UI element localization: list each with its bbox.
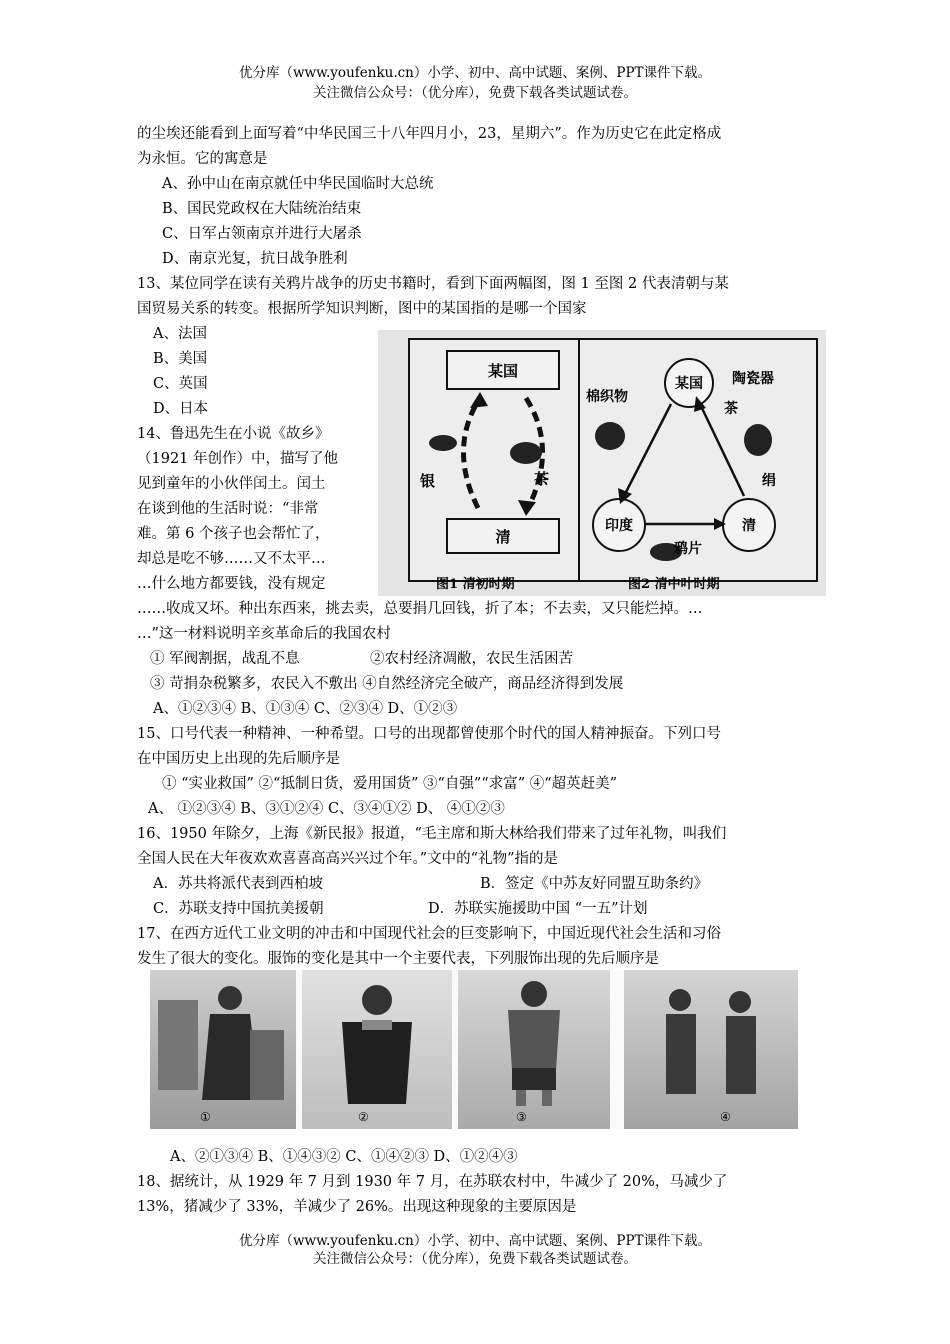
q12-option-c: C、日军占领南京并进行大屠杀 <box>162 226 362 242</box>
q16-option-c: C．苏联支持中国抗美援朝 <box>153 901 324 917</box>
q14-items-3-4: ③ 苛捐杂税繁多，农民入不敷出 ④自然经济完全破产，商品经济得到发展 <box>150 676 624 692</box>
q13-option-a: A、法国 <box>153 326 207 342</box>
clothing-photo-2 <box>302 970 452 1129</box>
clothing-photo-1 <box>150 970 296 1129</box>
q14-text-line-8: ……收成又坏。种出东西来，挑去卖，总要捐几回钱，折了本；不去卖，又只能烂掉。… <box>137 601 703 617</box>
fig1-silver-text: 银 <box>420 472 436 490</box>
fig2-silk-text: 绢 <box>762 473 776 489</box>
q14-options: A、①②③④ B、①③④ C、②③④ D、①②③ <box>153 701 458 717</box>
fig2-cotton-icon <box>595 422 625 450</box>
footer-line-2: 关注微信公众号：（优分库），免费下载各类试题试卷。 <box>313 1251 637 1267</box>
fig1-tea-icon <box>510 442 542 464</box>
q15-text-line-2: 在中国历史上出现的先后顺序是 <box>137 751 340 767</box>
header-line-2: 关注微信公众号：（优分库），免费下载各类试题试卷。 <box>313 85 637 101</box>
photo-4-number: ④ <box>720 1110 731 1124</box>
q14-item-1: ① 军阀割据，战乱不息 <box>150 651 300 667</box>
fig2-porcelain-icon <box>744 424 772 456</box>
q14-item-2: ②农村经济凋敝，农民生活困苦 <box>370 651 573 667</box>
trade-diagram-figure <box>378 330 826 596</box>
q12-option-b: B、国民党政权在大陆统治结束 <box>162 201 362 217</box>
q14-text-line-4: 在谈到他的生活时说：“非常 <box>137 501 319 517</box>
q14-text-line-5: 难。第 6 个孩子也会帮忙了， <box>137 526 330 542</box>
fig2-cotton-arrow <box>624 404 671 496</box>
fig2-porcelain-text: 陶瓷器 <box>732 371 774 387</box>
q13-text-line-2: 国贸易关系的转变。根据所学知识判断，图中的某国指的是哪一个国家 <box>137 301 587 317</box>
fig1-foreign-country-label: 某国 <box>487 361 518 380</box>
fig1-tea-arrowhead <box>518 500 536 516</box>
q15-text-line-1: 15、口号代表一种精神、一种希望。口号的出现都曾使那个时代的国人精神振奋。下列口号 <box>137 726 721 742</box>
q15-options: A、 ①②③④ B、③①②④ C、③④①② D、 ④①②③ <box>148 801 505 817</box>
photo-1-number: ① <box>200 1110 211 1124</box>
q12-option-d: D、南京光复，抗日战争胜利 <box>162 251 348 267</box>
q12-text-line-1: 的尘埃还能看到上面写着“中华民国三十八年四月小，23，星期六”。作为历史它在此定格成 <box>137 126 722 142</box>
fig1-silver-arrowhead <box>470 392 488 408</box>
q13-text-line-1: 13、某位同学在读有关鸦片战争的历史书籍时，看到下面两幅图，图 1 至图 2 代表清朝与某 <box>137 276 729 292</box>
fig2-goods-arrowhead <box>694 396 706 412</box>
photo-2-figure <box>302 970 452 1129</box>
q16-option-b: B．签定《中苏友好同盟互助条约》 <box>480 876 709 892</box>
fig2-cotton-arrowhead <box>618 488 632 504</box>
q18-text-line-2: 13%，猪减少了 33%，羊减少了 26%。出现这种现象的主要原因是 <box>137 1199 577 1215</box>
fig2-caption: 图2 清中叶时期 <box>628 577 720 592</box>
fig2-foreign-country-label: 某国 <box>675 376 703 392</box>
q14-text-line-3: 见到童年的小伙伴闰土。闰土 <box>137 476 326 492</box>
fig1-silver-arrow <box>463 398 480 508</box>
fig1-silver-icon <box>429 435 457 451</box>
fig2-tea-text: 茶 <box>724 401 738 417</box>
header-line-1: 优分库（www.youfenku.cn）小学、初中、高中试题、案例、PPT课件下载。 <box>238 65 712 81</box>
fig2-cotton-text: 棉织物 <box>586 389 628 405</box>
photo-4-figure <box>624 970 798 1129</box>
q18-text-line-1: 18、据统计，从 1929 年 7 月到 1930 年 7 月，在苏联农村中，牛减少了 20%，马减少了 <box>137 1174 728 1190</box>
fig2-india-label: 印度 <box>605 518 633 534</box>
photo-1-figure <box>150 970 296 1129</box>
q14-text-line-1: 14、鲁迅先生在小说《故乡》 <box>137 426 330 442</box>
q14-text-line-2: （1921 年创作）中，描写了他 <box>137 451 339 467</box>
q16-text-line-1: 16、1950 年除夕，上海《新民报》报道，“毛主席和斯大林给我们带来了过年礼物，叫我们 <box>137 826 727 842</box>
q14-text-line-6: 却总是吃不够……又不太平… <box>137 551 326 567</box>
fig2-opium-arrowhead <box>714 518 726 530</box>
q17-options: A、②①③④ B、①④③② C、①④②③ D、①②④③ <box>170 1149 518 1165</box>
clothing-photos <box>150 970 798 1129</box>
fig2-qing-label: 清 <box>742 518 756 534</box>
photo-3-number: ③ <box>516 1110 527 1124</box>
q13-option-c: C、英国 <box>153 376 208 392</box>
q13-option-b: B、美国 <box>153 351 208 367</box>
clothing-photo-4 <box>624 970 798 1129</box>
fig1-arrows <box>408 338 596 578</box>
footer-line-1: 优分库（www.youfenku.cn）小学、初中、高中试题、案例、PPT课件下载。 <box>238 1233 712 1249</box>
photo-2-number: ② <box>358 1110 369 1124</box>
q17-text-line-1: 17、在西方近代工业文明的冲击和中国现代社会的巨变影响下，中国近现代社会生活和习俗 <box>137 926 721 942</box>
q16-text-line-2: 全国人民在大年夜欢欢喜喜高高兴兴过个年。”文中的“礼物”指的是 <box>137 851 558 867</box>
q16-option-a: A．苏共将派代表到西柏坡 <box>153 876 323 892</box>
q14-text-line-9: …”这一材料说明辛亥革命后的我国农村 <box>137 626 391 642</box>
fig1-tea-text: 茶 <box>534 470 550 488</box>
fig1-qing-label: 清 <box>495 527 511 546</box>
fig2-opium-text: 鸦片 <box>674 541 702 557</box>
q15-items: ① “实业救国” ②“抵制日货，爱用国货” ③“自强”“求富” ④“超英赶美” <box>162 776 618 792</box>
q14-text-line-7: …什么地方都要钱，没有规定 <box>137 576 326 592</box>
q16-option-d: D．苏联实施援助中国 “一五”计划 <box>428 901 648 917</box>
photo-3-figure <box>458 970 610 1129</box>
q17-text-line-2: 发生了很大的变化。服饰的变化是其中一个主要代表，下列服饰出现的先后顺序是 <box>137 951 659 967</box>
q12-text-line-2: 为永恒。它的寓意是 <box>137 151 268 167</box>
q13-option-d: D、日本 <box>153 401 209 417</box>
clothing-photo-3 <box>458 970 610 1129</box>
fig1-caption: 图1 清初时期 <box>436 577 515 592</box>
q12-option-a: A、孙中山在南京就任中华民国临时大总统 <box>162 176 434 192</box>
